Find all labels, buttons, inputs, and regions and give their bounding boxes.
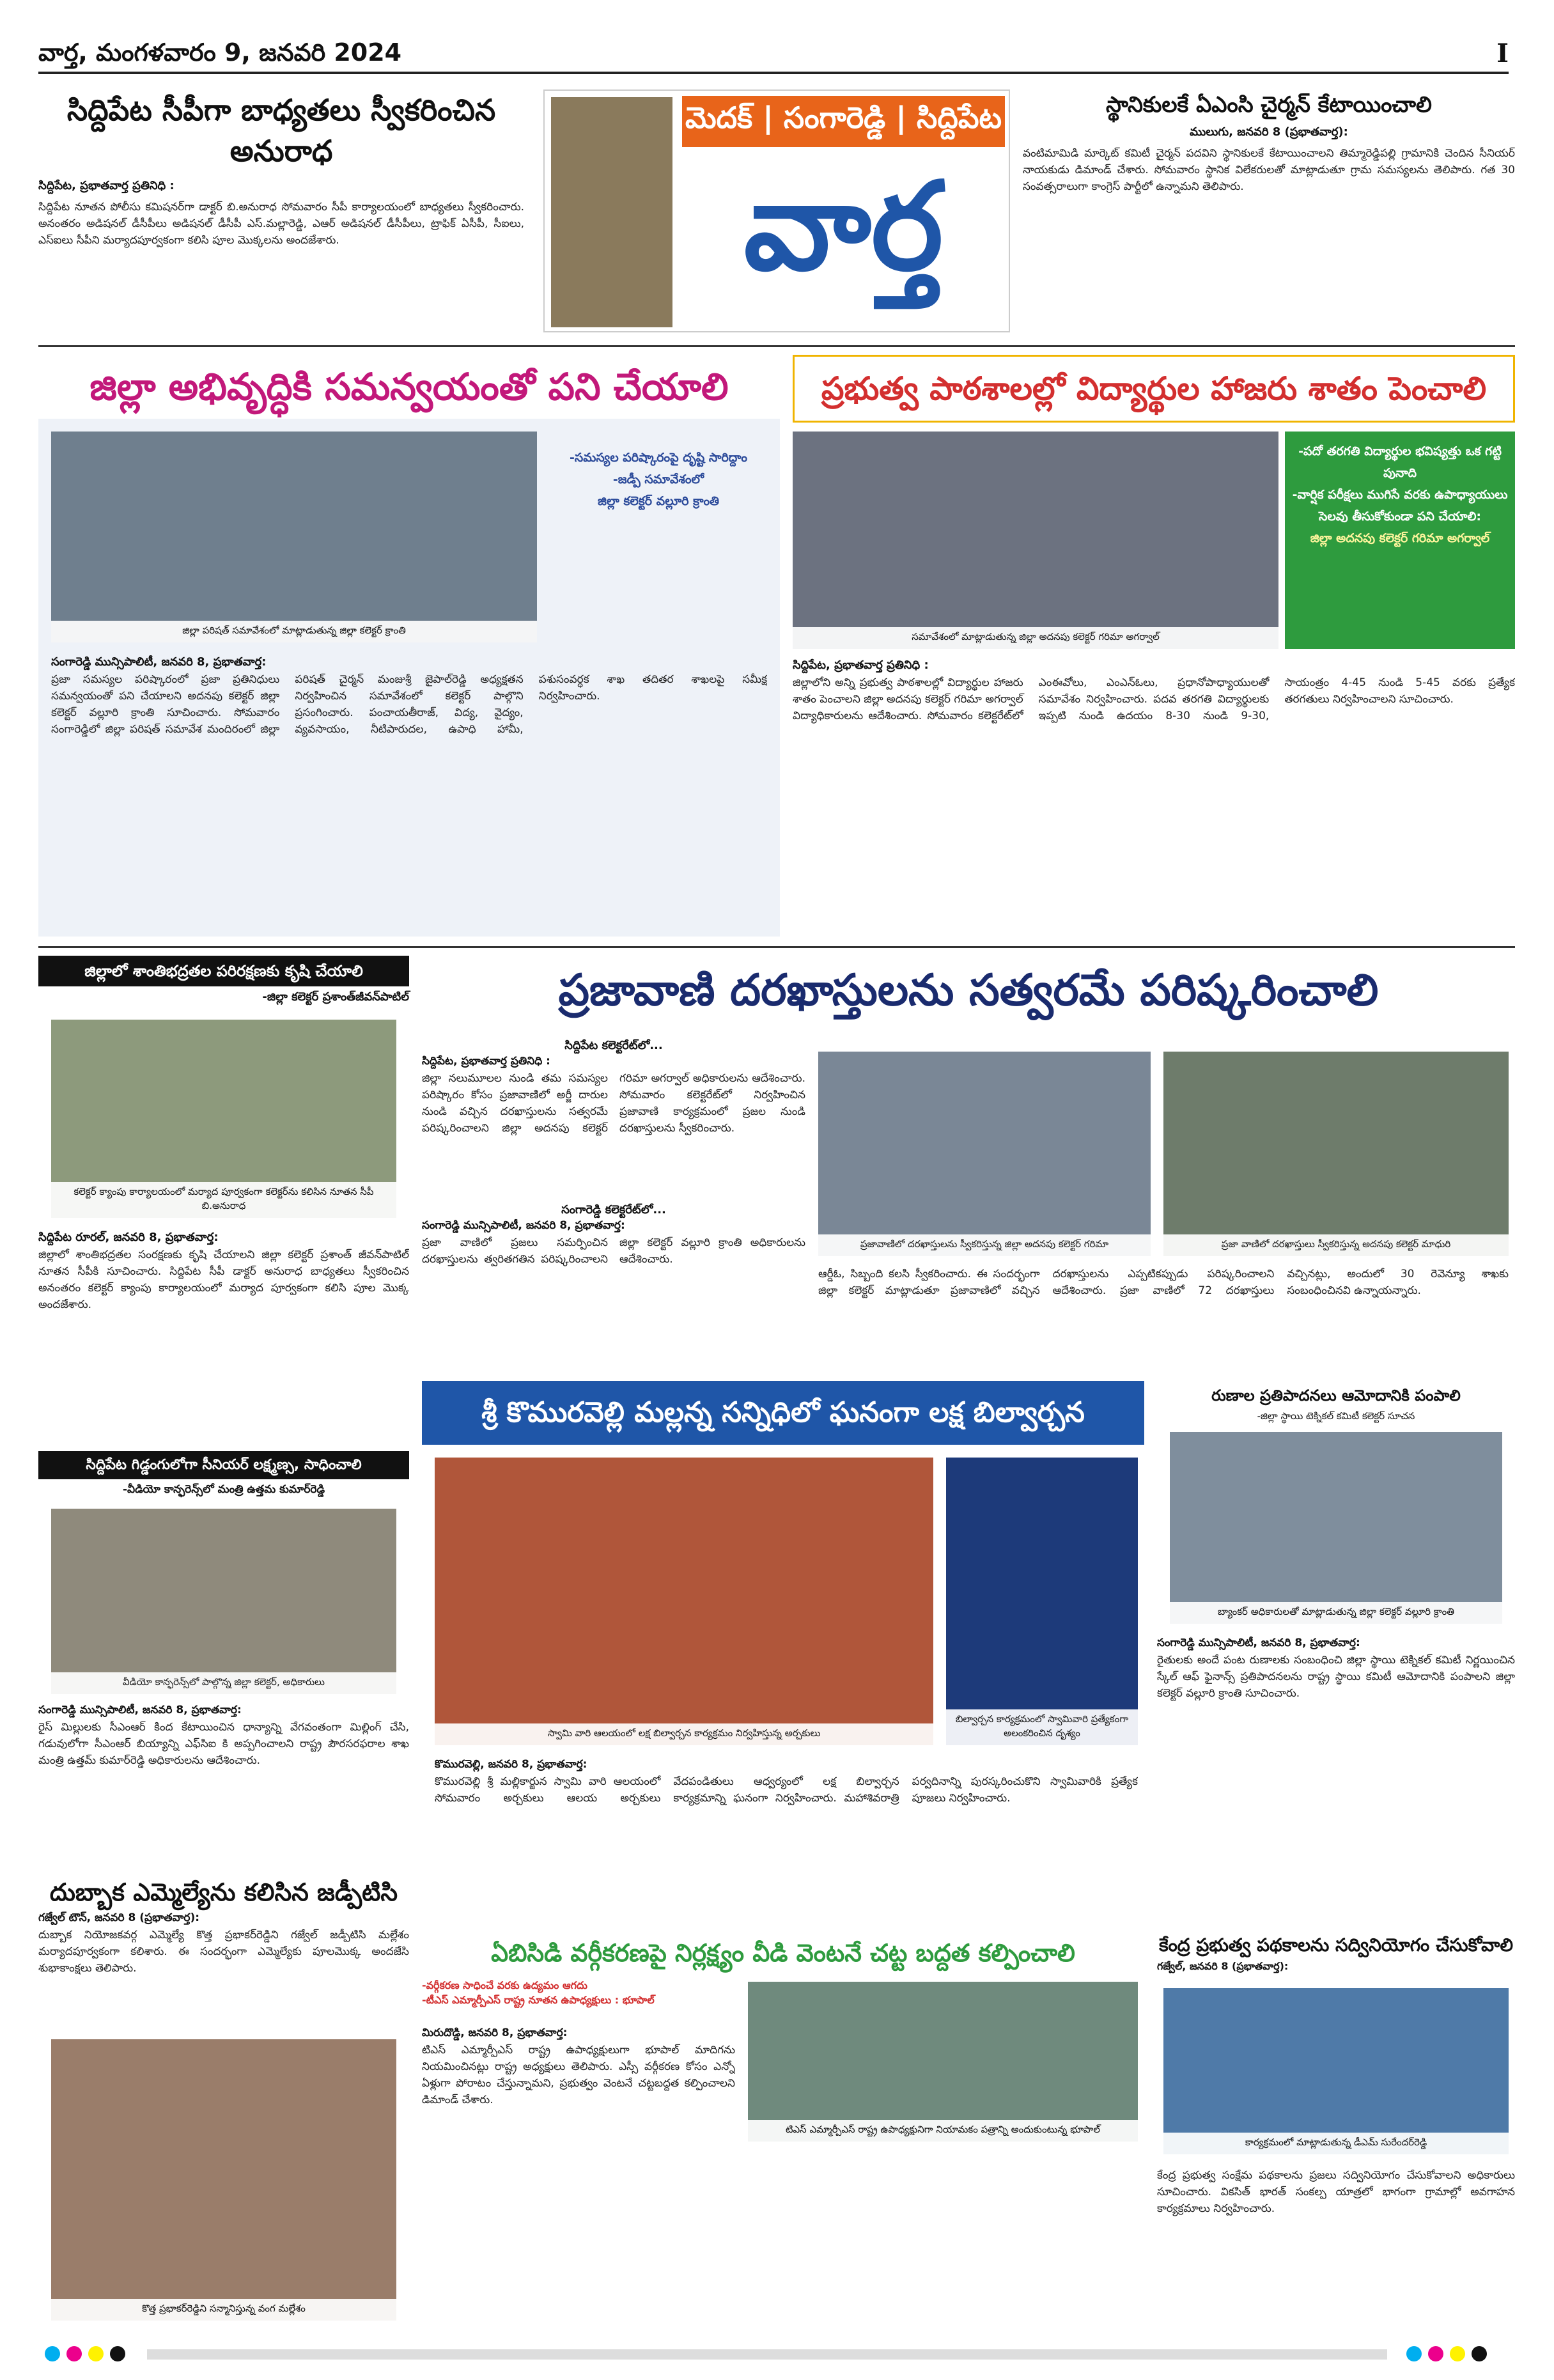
article-text <box>1157 1637 1515 1908</box>
video-conference-photo <box>51 1509 396 1694</box>
district-names: మెదక్ | సంగారెడ్డి | సిద్దిపేట <box>682 96 1005 147</box>
dateline: మిరుదొడ్డి, జనవరి 8, ప్రభాతవార్త: <box>422 2026 568 2039</box>
photo-caption: ప్రజా వాణిలో దరఖాస్తులు స్వీకరిస్తున్న అదనపు కలెక్టర్ మాధురి <box>1163 1234 1509 1256</box>
headline: జిల్లాలో శాంతిభద్రతల పరిరక్షణకు కృషి చేయాలి <box>38 956 409 986</box>
subhead: సిద్దిపేట కలెక్టరేట్‌లో... <box>564 1039 663 1052</box>
body-text: రైస్ మిల్లులకు సీఎంఆర్ కింద కేటాయించిన ధాన్యాన్ని వేగవంతంగా మిల్లింగ్ చేసి, గడువులోగా సీఎంఆర్ బియ్యాన్ని ఎఫ్‌సిఐ కి అప్పగించాలని రాష్ట్ర పౌరసరఫరాల శాఖ మంత్రి ఉత్తమ్ కుమార్‌రెడ్డి అధికారులను ఆదేశించారు. <box>38 1721 409 1767</box>
side-line: -జడ్పీ సమావేశంలో <box>612 472 704 486</box>
byline: -జిల్లా కలెక్టర్ ప్రశాంత్‌జీవన్‌పాటిల్ <box>262 990 409 1004</box>
dateline: సంగారెడ్డి మున్సిపాలిటీ, జనవరి 8, ప్రభాతవార్త: <box>38 1704 242 1716</box>
body-text: కొమురవెల్లి శ్రీ మల్లికార్జున స్వామి వారి ఆలయంలో సోమవారం అర్చకులు ఆలయ అర్చకులు వేదపండితులు ఆధ్వర్యంలో లక్ష బిల్వార్చన కార్యక్రమాన్ని ఘనంగా నిర్వహించారు. మహాశివరాత్రి పర్వదినాన్ని పురస్కరించుకొని స్వామివారికి ప్రత్యేక పూజలు నిర్వహించారు. <box>435 1775 1138 1805</box>
color-marks-right <box>1406 2346 1487 2361</box>
dateline: కొమురవెల్లి, జనవరి 8, ప్రభాతవార్త: <box>435 1758 587 1771</box>
body-text: ప్రజా సమస్యల పరిష్కారంలో ప్రజా ప్రతినిధులు సమన్వయంతో పని చేయాలని అదనపు కలెక్టర్ జిల్లా కలెక్టర్ వల్లూరి క్రాంతి సూచించారు. సోమవారం సంగారెడ్డిలో జిల్లా పరిషత్ సమావేశ మందిరంలో జిల్లా పరిషత్ చైర్మన్ మంజుశ్రీ జైపాల్‌రెడ్డి అధ్యక్షతన నిర్వహించిన సమావేశంలో కలెక్టర్ పాల్గొని ప్రసంగించారు. పంచాయతీరాజ్, విద్య, వైద్యం, వ్యవసాయం, నీటిపారుదల, ఉపాధి హామీ, పశుసంవర్ధక శాఖ తదితర శాఖలపై సమీక్ష నిర్వహించారు. <box>51 673 767 736</box>
headline: ప్రభుత్వ పాఠశాలల్లో విద్యార్థుల హాజరు శాతం పెంచాలి <box>793 355 1515 423</box>
sidebox <box>550 438 767 630</box>
side-line: -సమస్యల పరిష్కారంపై దృష్టి సారిద్దాం <box>570 451 747 465</box>
story-zp-meeting <box>38 355 780 937</box>
story-school-attendance <box>793 355 1515 937</box>
headline: ఏబిసిడి వర్గీకరణపై నిర్లక్ష్యం వీడి వెంటనే చట్ట బద్దత కల్పించాలి <box>491 1939 1075 1967</box>
article-text <box>51 655 767 927</box>
dateline: సిద్దిపేట, ప్రభాతవార్త ప్రతినిధి : <box>38 179 175 192</box>
dateline: సంగారెడ్డి మున్సిపాలిటీ, జనవరి 8, ప్రభాతవార్త: <box>1157 1637 1360 1649</box>
body-text: జిల్లాలోని అన్ని ప్రభుత్వ పాఠశాలల్లో విద్యార్థుల హాజరు శాతం పెంచాలని జిల్లా అదనపు కలెక్టర్ గరిమా అగర్వాల్ విద్యాధికారులను ఆదేశించారు. సోమవారం కలెక్టరేట్‌లో ఎంఈవోలు, ఎంఎన్ఓలు, ప్రధానోపాధ్యాయులతో సమావేశం నిర్వహించారు. పదవ తరగతి విద్యార్థులకు ఇప్పటి నుండి ఉదయం 8-30 నుండి 9-30, సాయంత్రం 4-45 నుండి 5-45 వరకు ప్రత్యేక తరగతులు నిర్వహించాలని సూచించారు. <box>793 676 1515 722</box>
photo-caption: కలెక్టర్ క్యాంపు కార్యాలయంలో మర్యాద పూర్వకంగా కలెక్టర్‌ను కలిసిన నూతన సీపీ బి.అనురాధ <box>51 1182 396 1218</box>
body-text: జిల్లా నలుమూలల నుండి తమ సమస్యల పరిష్కారం కోసం ప్రజావాణిలో అర్జీ దారుల నుండి వచ్చిన దరఖాస్తులను సత్వరమే పరిష్కరించాలని జిల్లా అదనపు కలెక్టర్ గరిమా అగర్వాల్ అధికారులను ఆదేశించారు. సోమవారం కలెక్టరేట్‌లో నిర్వహించిన ప్రజావాణి కార్యక్రమంలో ప్రజల నుండి దరఖాస్తులను స్వీకరించారు. <box>422 1072 805 1135</box>
story-law-order <box>38 956 409 1442</box>
cyan-mark <box>45 2346 60 2361</box>
story-amc-chairman <box>1023 89 1515 358</box>
masthead-small: వార్త, మంగళవారం 9, జనవరి 2024 <box>38 38 402 66</box>
headline: ప్రజావాణి దరఖాస్తులను సత్వరమే పరిష్కరించాలి <box>558 965 1379 1016</box>
body-text: దుబ్బాక నియోజకవర్గ ఎమ్మెల్యే కొత్త ప్రభాకర్‌రెడ్డిని గజ్వేల్ జడ్పీటిసి మల్లేశం మర్యాదపూర్వకంగా కలిశారు. ఈ సందర్భంగా ఎమ్మెల్యేకు పూలమొక్క అందజేసి శుభాకాంక్షలు తెలిపారు. <box>38 1929 409 1975</box>
meeting-photo <box>51 432 537 642</box>
yellow-mark <box>1450 2346 1465 2361</box>
side-line: జిల్లా కలెక్టర్ వల్లూరి క్రాంతి <box>598 494 719 508</box>
felicitation-photo <box>51 2039 396 2321</box>
side-line: జిల్లా అదనపు కలెక్టర్ గరిమా అగర్వాల్ <box>1310 531 1490 545</box>
meeting-photo <box>51 1020 396 1218</box>
photo-caption: జిల్లా పరిషత్ సమావేశంలో మాట్లాడుతున్న జిల్లా కలెక్టర్ క్రాంతి <box>51 621 537 642</box>
headline: శ్రీ కొమురవెల్లి మల్లన్న సన్నిధిలో ఘనంగా లక్ష బిల్వార్చన <box>422 1381 1144 1445</box>
sidebox <box>1285 432 1515 649</box>
photo-caption: సమావేశంలో మాట్లాడుతున్న జిల్లా అదనపు కలెక్టర్ గరిమా అగర్వాల్ <box>793 627 1278 649</box>
story-central-schemes <box>1157 1931 1515 2333</box>
subhead: -టీఎస్ ఎమ్మార్పీఎస్ రాష్ట్ర నూతన ఉపాధ్యక్షులు : భూపాల్ <box>422 1994 655 2006</box>
headline: స్థానికులకే ఏఎంసి చైర్మన్ కేటాయించాలి <box>1106 92 1432 118</box>
headline: దుబ్బాక ఎమ్మెల్యేను కలిసిన జడ్పీటిసి <box>49 1878 398 1906</box>
photo-caption: ప్రజావాణిలో దరఖాస్తులను స్వీకరిస్తున్న జిల్లా అదనపు కలెక్టర్ గరిమా <box>818 1234 1151 1256</box>
photo-caption: బ్యాంకర్ అధికారులతో మాట్లాడుతున్న జిల్లా కలెక్టర్ వల్లూరి క్రాంతి <box>1170 1602 1502 1624</box>
logo-title: వార్త <box>743 155 944 297</box>
yellow-mark <box>88 2346 104 2361</box>
black-mark <box>110 2346 125 2361</box>
photo-caption: టిఎస్ ఎమ్మార్పీఎస్ రాష్ట్ర ఉపాధ్యక్షునిగా నియామకం పత్రాన్ని అందుకుంటున్న భూపాల్ <box>748 2120 1138 2142</box>
body-text: వంటిమామిడి మార్కెట్ కమిటీ చైర్మన్ పదవిని స్థానికులకే కేటాయించాలని తిమ్మారెడ్డిపల్లి గ్రామానికి చెందిన సీనియర్ నాయకుడు డిమాండ్ చేశారు. సోమవారం స్థానిక విలేకరులతో మాట్లాడుతూ గ్రామ సమస్యలను తెలిపారు. గత 30 సంవత్సరాలుగా కాంగ్రెస్ పార్టీలో ఉన్నామని తెలిపారు. <box>1023 147 1515 193</box>
photo-caption: వీడియో కాన్ఫరెన్స్‌లో పాల్గొన్న జిల్లా కలెక్టర్, అధికారులు <box>51 1672 396 1694</box>
body-text: కేంద్ర ప్రభుత్వ సంక్షేమ పథకాలను ప్రజలు సద్వినియోగం చేసుకోవాలని అధికారులు సూచించారు. వికసిత్ భారత్ సంకల్ప యాత్రలో భాగంగా గ్రామాల్లో అవగాహన కార్యక్రమాలు నిర్వహించారు. <box>1157 2169 1515 2215</box>
dateline: సిద్దిపేట రూరల్, జనవరి 8, ప్రభాతవార్త: <box>38 1231 219 1244</box>
dateline: ములుగు, జనవరి 8 (ప్రభాతవార్త): <box>1190 125 1348 139</box>
article-text <box>38 1704 409 1853</box>
page-header <box>38 38 1509 74</box>
divider <box>38 946 1515 948</box>
body-text: సిద్దిపేట నూతన పోలీసు కమిషనర్‌గా డాక్టర్ బి.అనురాధ సోమవారం సీపీ కార్యాలయంలో బాధ్యతలు స్వీకరించారు. అనంతరం అడిషనల్ డీసీపీలు అడిషనల్ డీసీపీ ఎస్.మల్లారెడ్డి, ఎఆర్ అడిషనల్ డీసీపీలు, ట్రాఫిక్ ఏసీపీ, సీఐలు, ఎస్ఐలు సీపీని మర్యాదపూర్వకంగా కలిసి పూల మొక్కలను అందజేశారు. <box>38 201 524 247</box>
deity-photo <box>946 1458 1138 1745</box>
dateline: సిద్దిపేట, ప్రభాతవార్త ప్రతినిధి : <box>422 1055 550 1068</box>
cyan-mark <box>1406 2346 1422 2361</box>
body-text: టిఎస్ ఎమ్మార్పీఎస్ రాష్ట్ర ఉపాధ్యక్షులుగా భూపాల్ మాదిగను నియమించినట్లు రాష్ట్ర అధ్యక్షులు తెలిపారు. ఎస్సీ వర్గీకరణ కోసం ఎన్నో ఏళ్లుగా పోరాటం చేస్తున్నామని, ప్రభుత్వం వెంటనే చట్టబద్దత కల్పించాలని డిమాండ్ చేశారు. <box>422 2044 735 2106</box>
magenta-mark <box>66 2346 82 2361</box>
side-line: -వార్షిక పరీక్షలు ముగిసే వరకు ఉపాధ్యాయులు సెలవు తీసుకోకుండా పని చేయాలి: <box>1292 488 1508 524</box>
article-text <box>38 1231 409 1438</box>
dateline: సిద్దిపేట, ప్రభాతవార్త ప్రతినిధి : <box>793 658 929 672</box>
meeting-photo <box>793 432 1278 649</box>
article-text <box>422 1039 805 1330</box>
headline: సిద్దిపేట సీపీగా బాధ్యతలు స్వీకరించిన అనురాధ <box>66 93 496 168</box>
scheme-event-photo <box>1163 1988 1509 2154</box>
article-text <box>422 2026 735 2323</box>
subhead: -వర్గీకరణ సాధించే వరకు ఉద్యమం ఆగదు <box>422 1979 587 1991</box>
magenta-mark <box>1428 2346 1443 2361</box>
body-text: రైతులకు అందే పంట రుణాలకు సంబంధించి జిల్లా స్థాయి టెక్నికల్ కమిటీ నిర్ణయించిన స్కేల్ ఆఫ్ ఫైనాన్స్ ప్రతిపాదనలను రాష్ట్ర స్థాయి కమిటీ ఆమోదానికి పంపాలని జిల్లా కలెక్టర్ వల్లూరి క్రాంతి సూచించారు. <box>1157 1654 1515 1700</box>
prajavani-photo-2 <box>1163 1052 1509 1256</box>
article-text <box>793 658 1515 930</box>
headline: రుణాల ప్రతిపాదనలు ఆమోదానికి పంపాలి <box>1211 1387 1461 1404</box>
story-bilvarchana <box>422 1381 1144 1918</box>
story-sc-classification <box>422 1931 1144 2333</box>
body-text: ప్రజా వాణిలో ప్రజలు సమర్పించిన దరఖాస్తులను త్వరితగతిన పరిష్కరించాలని జిల్లా కలెక్టర్ వల్లూరి క్రాంతి అధికారులను ఆదేశించారు. <box>422 1236 805 1266</box>
photo-caption: కొత్త ప్రభాకర్‌రెడ్డిని సన్మానిస్తున్న వంగ మల్లేశం <box>51 2299 396 2321</box>
story-crop-loans <box>1157 1381 1515 1918</box>
divider <box>38 345 1515 347</box>
side-line: -పదో తరగతి విద్యార్థుల భవిష్యత్తు ఒక గట్టి పునాది <box>1298 444 1502 480</box>
article-text <box>435 1758 1138 1901</box>
story-prajavani <box>422 956 1515 1365</box>
byline: -వీడియో కాన్ఫరెన్స్‌లో మంత్రి ఉత్తమ కుమార్‌రెడ్డి <box>122 1483 325 1496</box>
banker-meeting-photo <box>1170 1432 1502 1624</box>
photo-caption: స్వామి వారి ఆలయంలో లక్ష బిల్వార్చన కార్యక్రమం నిర్వహిస్తున్న అర్చకులు <box>435 1723 933 1745</box>
story-dubbaka-mla <box>38 1873 409 2333</box>
subhead: సంగారెడ్డి కలెక్టరేట్‌లో... <box>561 1203 666 1217</box>
dateline: సంగారెడ్డి మున్సిపాలిటీ, జనవరి 8, ప్రభాతవార్త: <box>422 1219 625 1232</box>
story-cp-anuradha <box>38 89 524 358</box>
headline: కేంద్ర ప్రభుత్వ పథకాలను సద్వినియోగం చేసుకోవాలి <box>1158 1934 1514 1956</box>
headline: జిల్లా అభివృద్ధికి సమన్వయంతో పని చేయాలి <box>38 355 780 419</box>
dateline: గజ్వేల్, జనవరి 8 (ప్రభాతవార్త): <box>1157 1960 1289 1972</box>
dateline: సంగారెడ్డి మున్సిపాలిటీ, జనవరి 8, ప్రభాతవార్త: <box>51 655 267 669</box>
black-mark <box>1472 2346 1487 2361</box>
dateline: గజ్వేల్ టౌన్, జనవరి 8 (ప్రభాతవార్త): <box>38 1911 200 1924</box>
edition-logo <box>543 89 1010 332</box>
body-text: జిల్లాలో శాంతిభద్రతల సంరక్షణకు కృషి చేయాలని జిల్లా కలెక్టర్ ప్రశాంత్ జీవన్‌పాటిల్ నూతన సీపీకి సూచించారు. సిద్దిపేట సీపీ డాక్టర్ అనురాధ బాధ్యతలు స్వీకరించిన అనంతరం కలెక్టర్ క్యాంపు కార్యాలయంలో మర్యాద పూర్వకంగా కలిసి పూల మొక్క అందజేశారు. <box>38 1248 409 1311</box>
story-cmr-milling <box>38 1451 409 1860</box>
photo-caption: బిల్వార్చన కార్యక్రమంలో స్వామివారి ప్రత్యేకంగా అలంకరించిన దృశ్యం <box>946 1709 1138 1745</box>
page-number: I <box>1496 38 1509 68</box>
headline: సిద్దిపేట గిడ్డంగులోగా సీనియర్ లక్ష్మణ్స, సాధించాలి <box>38 1451 409 1479</box>
body-text: ఆర్డీఓ, సిబ్బంది కలసి స్వీకరించారు. ఈ సందర్భంగా జిల్లా కలెక్టర్ మాట్లాడుతూ ప్రజావాణిలో వచ్చిన దరఖాస్తులను ఎప్పటికప్పుడు పరిష్కరించాలని ఆదేశించారు. ప్రజా వాణిలో 72 దరఖాస్తులు వచ్చినట్లు, అందులో 30 రెవెన్యూ శాఖకు సంబంధించినవి ఉన్నాయన్నారు. <box>818 1268 1509 1297</box>
ritual-photo <box>435 1458 933 1745</box>
prajavani-photo-1 <box>818 1052 1151 1256</box>
byline: -జిల్లా స్థాయి టెక్నికల్ కమిటీ కలెక్టర్ సూచన <box>1257 1410 1415 1422</box>
photo-caption: కార్యక్రమంలో మాట్లాడుతున్న డీఎమ్ సురేందర్‌రెడ్డి <box>1163 2133 1509 2154</box>
color-bar <box>147 2349 1387 2360</box>
color-marks-left <box>45 2346 125 2361</box>
temple-photos <box>551 97 672 327</box>
appointment-photo <box>748 1982 1138 2142</box>
